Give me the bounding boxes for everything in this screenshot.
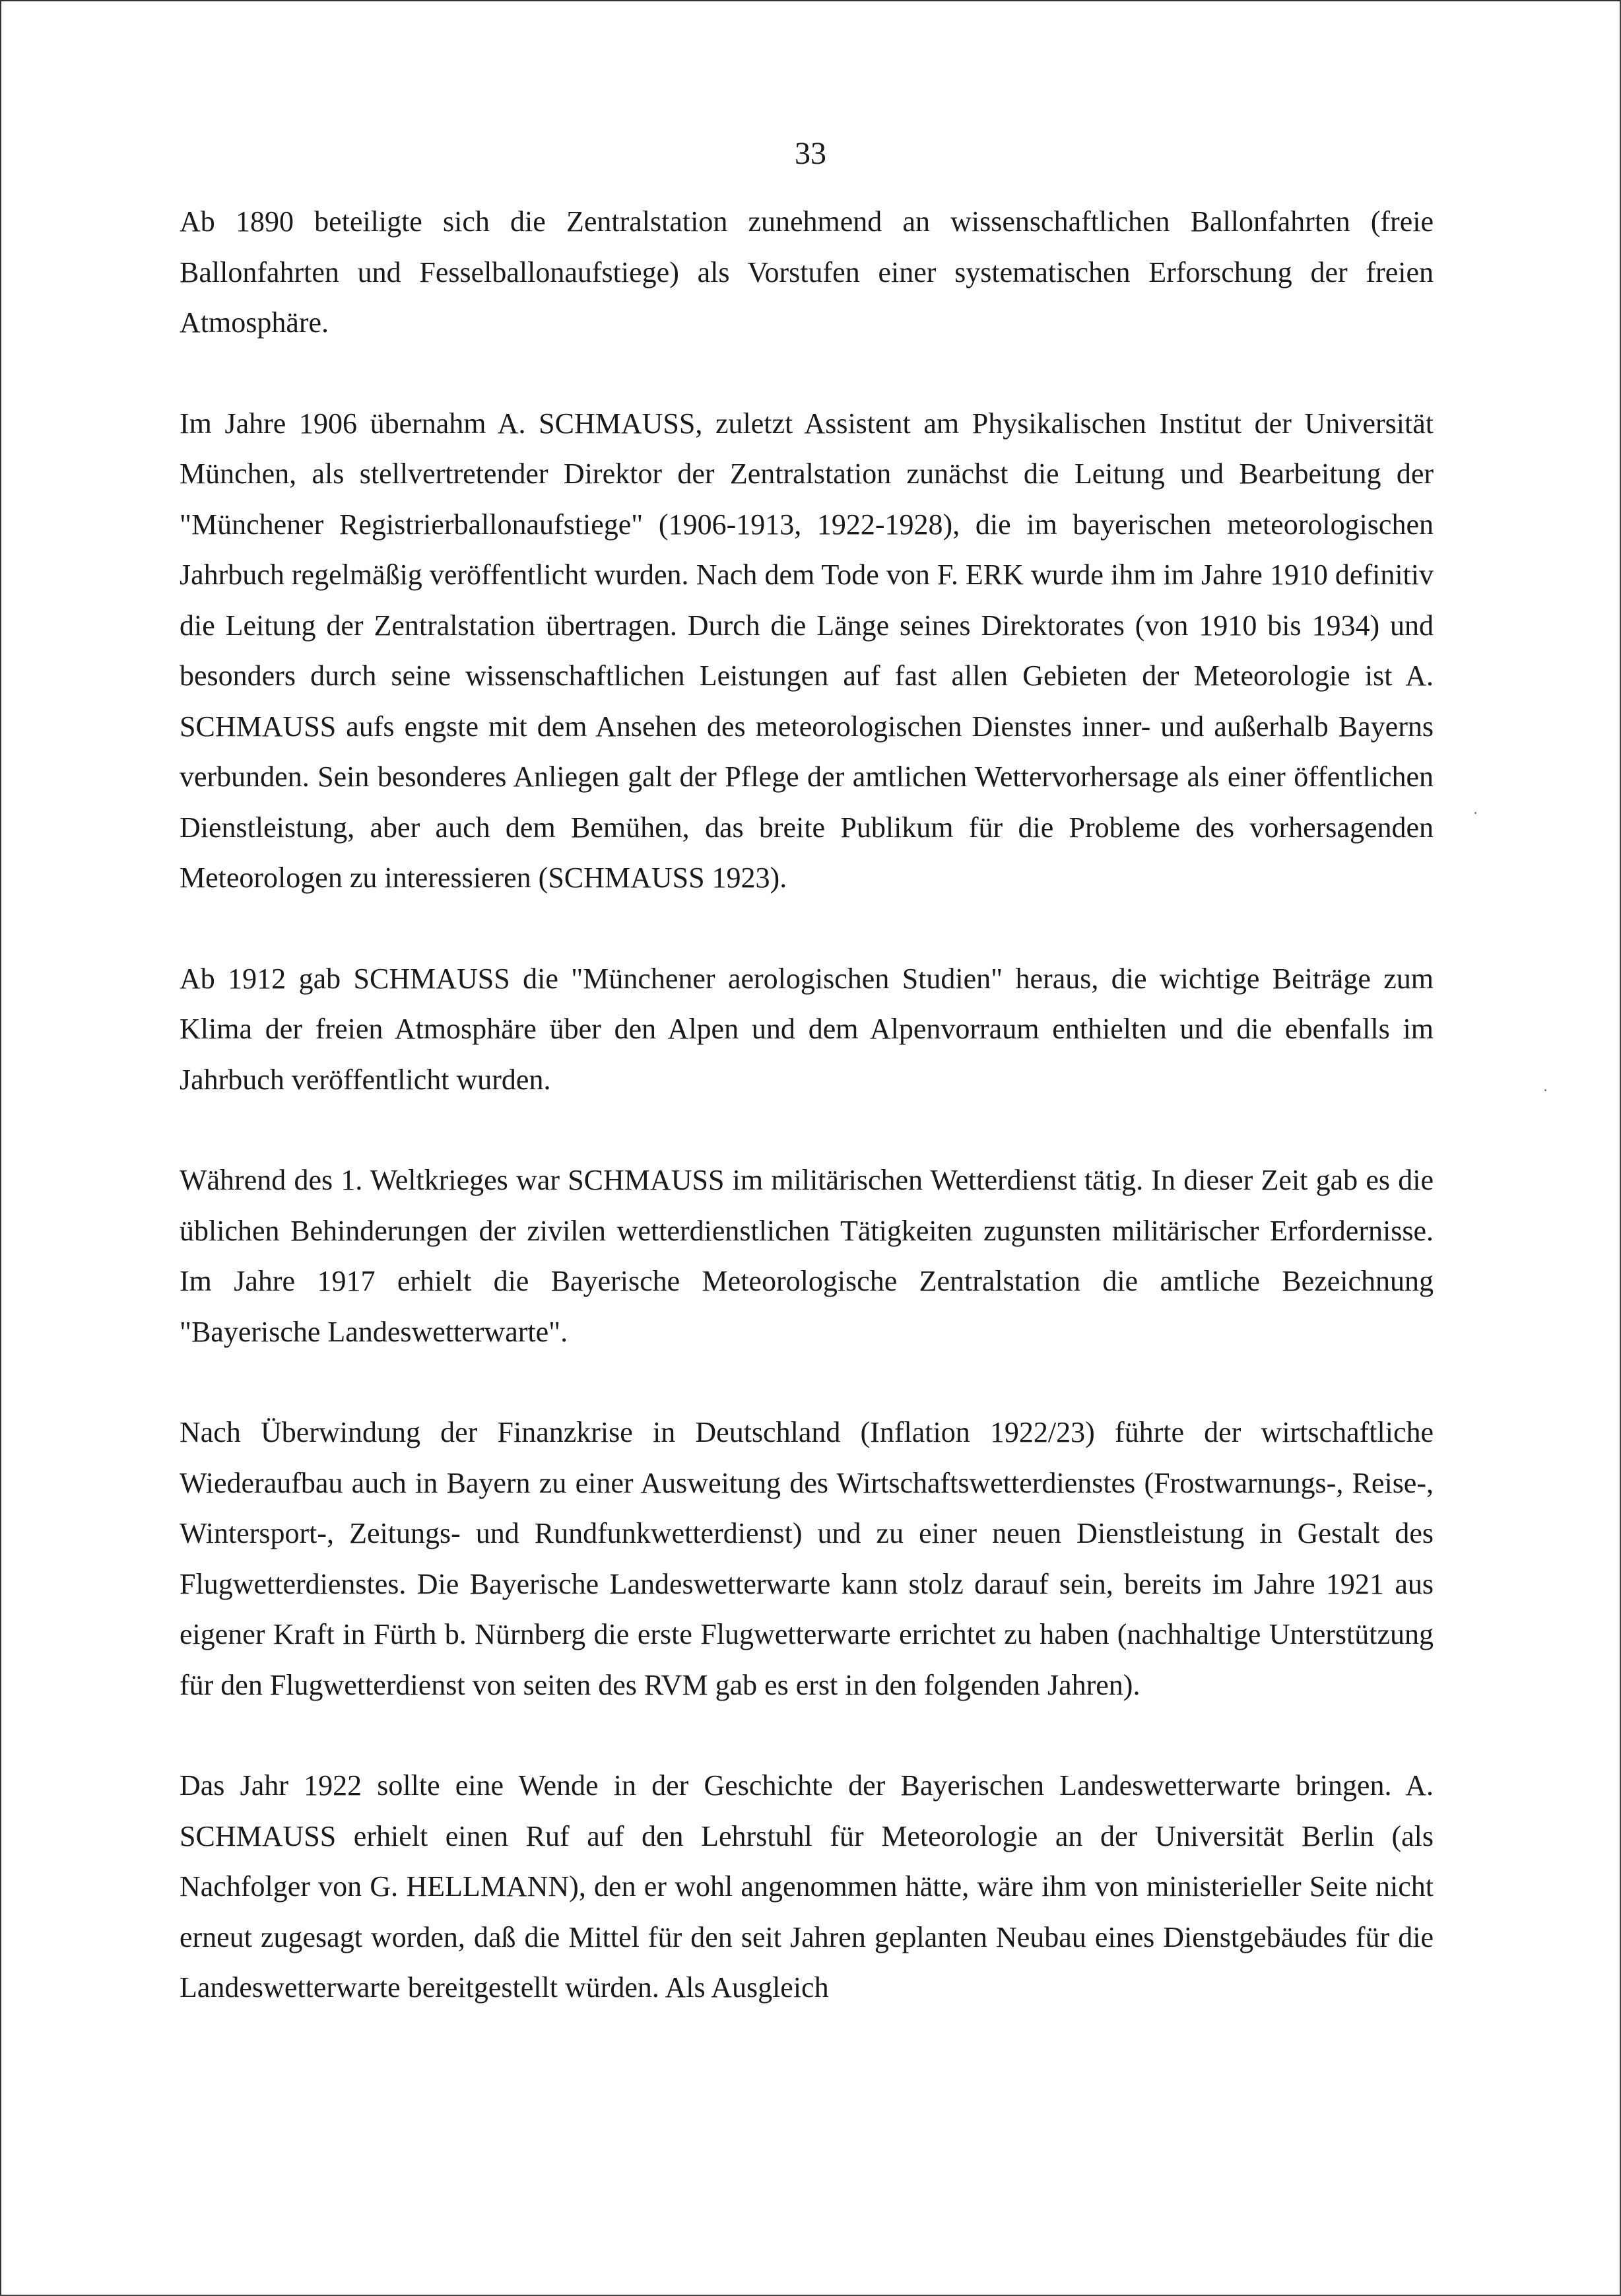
- scan-speck: [1474, 812, 1476, 814]
- paragraph-1: Ab 1890 beteiligte sich die Zentralstation zunehmend an wissenschaftlichen Ballonfahrten (freie Ballonfahrten und Fesselballonaufstiege) als Vorstufen einer systematischen Erforschung der freien Atmosphäre.: [180, 205, 1434, 339]
- paragraph-4: Während des 1. Weltkrieges war SCHMAUSS im militärischen Wetterdienst tätig. In dieser Zeit gab es die üblichen Behinderungen der zivilen wetterdienstlichen Tätigkeiten zugunsten militärischer Erfordernisse. Im Jahre 1917 erhielt die Bayerische Meteorologische Zentralstation die amtliche Bezeichnung "Bayerische Landeswetterwarte".: [180, 1164, 1434, 1348]
- paragraph-2: Im Jahre 1906 übernahm A. SCHMAUSS, zuletzt Assistent am Physikalischen Institut der Universität München, als stellvertretender Direktor der Zentralstation zunächst die Leitung und Bearbeitung der "Münchener Registrierballonaufstiege" (1906-1913, 1922-1928), die im bayerischen meteorologischen Jahrbuch regelmäßig veröffentlicht wurden. Nach dem Tode von F. ERK wurde ihm im Jahre 1910 definitiv die Leitung der Zentralstation übertragen. Durch die Länge seines Direktorates (von 1910 bis 1934) und besonders durch seine wissenschaftlichen Leistungen auf fast allen Gebieten der Meteorologie ist A. SCHMAUSS aufs engste mit dem Ansehen des meteorologischen Dienstes inner- und außerhalb Bayerns verbunden. Sein besonderes Anliegen galt der Pflege der amtlichen Wettervorhersage als einer öffentlichen Dienstleistung, aber auch dem Bemühen, das breite Publikum für die Probleme des vorhersagenden Meteorologen zu interessieren (SCHMAUSS 1923).: [180, 407, 1434, 894]
- paragraph-5: Nach Überwindung der Finanzkrise in Deutschland (Inflation 1922/23) führte der wirtschaftliche Wiederaufbau auch in Bayern zu einer Ausweitung des Wirtschaftswetterdienstes (Frostwarnungs-, Reise-, Wintersport-, Zeitungs- und Rundfunkwetterdienst) und zu einer neuen Dienstleistung in Gestalt des Flugwetterdienstes. Die Bayerische Landeswetterwarte kann stolz darauf sein, bereits im Jahre 1921 aus eigener Kraft in Fürth b. Nürnberg die erste Flugwetterwarte errichtet zu haben (nachhaltige Unterstützung für den Flugwetterdienst von seiten des RVM gab es erst in den folgenden Jahren).: [180, 1416, 1434, 1701]
- document-body: [180, 197, 1434, 2013]
- paragraph-3: Ab 1912 gab SCHMAUSS die "Münchener aerologischen Studien" heraus, die wichtige Beiträge zum Klima der freien Atmosphäre über den Alpen und dem Alpenvorraum enthielten und die ebenfalls im Jahrbuch veröffentlicht wurden.: [180, 962, 1434, 1096]
- scan-speck: [1544, 1089, 1546, 1091]
- page-number: 33: [795, 136, 826, 171]
- paragraph-6: Das Jahr 1922 sollte eine Wende in der Geschichte der Bayerischen Landeswetterwarte bringen. A. SCHMAUSS erhielt einen Ruf auf den Lehrstuhl für Meteorologie an der Universität Berlin (als Nachfolger von G. HELLMANN), den er wohl angenommen hätte, wäre ihm von ministerieller Seite nicht erneut zugesagt worden, daß die Mittel für den seit Jahren geplanten Neubau eines Dienstgebäudes für die Landeswetterwarte bereitgestellt würden. Als Ausgleich: [180, 1769, 1434, 2004]
